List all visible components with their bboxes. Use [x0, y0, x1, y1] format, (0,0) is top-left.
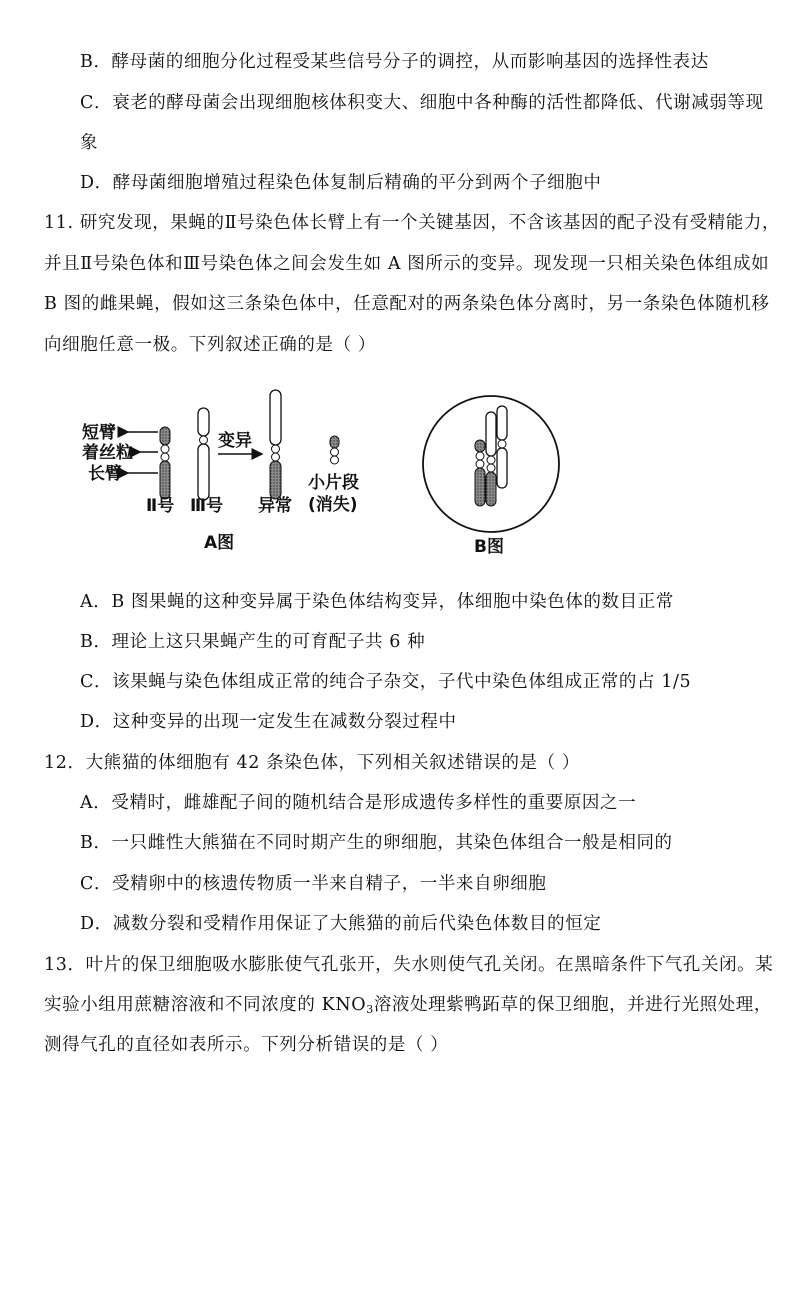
label-short-arm: 短臂: [82, 423, 116, 443]
b-abnormal-chromosome: [475, 440, 485, 506]
q13-stem-line1: 13．叶片的保卫细胞吸水膨胀使气孔张开，失水则使气孔关闭。在黑暗条件下气孔关闭。某: [44, 955, 774, 975]
q11-stem-line2: 并且Ⅱ号染色体和Ⅲ号染色体之间会发生如 A 图所示的变异。现发现一只相关染色体组成如: [44, 254, 770, 274]
caption-figure-b: B图: [474, 537, 504, 557]
small-fragment: [330, 436, 339, 464]
label-lost: (消失): [308, 495, 358, 515]
q10-option-c-line2: 象: [80, 133, 99, 153]
q13-stem-line2: [44, 993, 772, 1022]
b-normal-chromosome-2: [486, 412, 496, 506]
q13-stem-line3: 测得气孔的直径如表所示。下列分析错误的是（ ）: [44, 1035, 449, 1055]
q10-option-d: D．酵母菌细胞增殖过程染色体复制后精确的平分到两个子细胞中: [80, 173, 602, 193]
label-long-arm: 长臂: [88, 464, 122, 484]
q11-option-a: A．B 图果蝇的这种变异属于染色体结构变异，体细胞中染色体的数目正常: [80, 592, 674, 612]
q11-option-d: D．这种变异的出现一定发生在减数分裂过程中: [80, 712, 457, 732]
label-centromere: 着丝粒: [82, 443, 133, 463]
figure-a: [82, 390, 359, 553]
label-chr2: Ⅱ号: [146, 496, 175, 516]
q10-option-b: B．酵母菌的细胞分化过程受某些信号分子的调控，从而影响基因的选择性表达: [80, 52, 709, 72]
abnormal-chromosome: [270, 390, 281, 499]
q11-stem-line1: 11. 研究发现，果蝇的Ⅱ号染色体长臂上有一个关键基因，不含该基因的配子没有受精能力，: [44, 213, 781, 233]
label-mutation: 变异: [218, 431, 252, 451]
label-chr3: Ⅲ号: [190, 496, 224, 516]
q13-line2-pre: 实验小组用蔗糖溶液和不同浓度的 KNO: [44, 995, 367, 1015]
q13-line2-post: 溶液处理紫鸭跖草的保卫细胞，并进行光照处理，: [373, 995, 773, 1015]
q12-option-c: C．受精卵中的核遗传物质一半来自精子，一半来自卵细胞: [80, 874, 547, 894]
q11-option-c: C．该果蝇与染色体组成正常的纯合子杂交，子代中染色体组成正常的占 1/5: [80, 672, 692, 692]
q12-option-d: D．减数分裂和受精作用保证了大熊猫的前后代染色体数目的恒定: [80, 914, 602, 934]
chromosome-2: [160, 427, 170, 499]
q12-option-a: A．受精时，雌雄配子间的随机结合是形成遗传多样性的重要原因之一: [80, 793, 637, 813]
chromosome-3: [198, 408, 209, 500]
q10-option-c-line1: C．衰老的酵母菌会出现细胞核体积变大、细胞中各种酶的活性都降低、代谢减弱等现: [80, 93, 764, 113]
figure-b: [423, 396, 559, 557]
label-abnormal: 异常: [258, 496, 292, 516]
q11-stem-line3: B 图的雌果蝇，假如这三条染色体中，任意配对的两条染色体分离时，另一条染色体随机移: [44, 294, 770, 314]
q11-stem-line4: 向细胞任意一极。下列叙述正确的是（ ）: [44, 335, 376, 355]
q11-option-b: B．理论上这只果蝇产生的可育配子共 6 种: [80, 632, 426, 652]
q12-stem: 12．大熊猫的体细胞有 42 条染色体，下列相关叙述错误的是（ ）: [44, 753, 581, 773]
q13-line2-sub: 3: [366, 1003, 374, 1016]
caption-figure-a: A图: [204, 533, 235, 553]
chromosome-figure: [0, 380, 800, 560]
label-small-fragment: 小片段: [308, 473, 359, 493]
q12-option-b: B．一只雌性大熊猫在不同时期产生的卵细胞，其染色体组合一般是相同的: [80, 833, 673, 853]
